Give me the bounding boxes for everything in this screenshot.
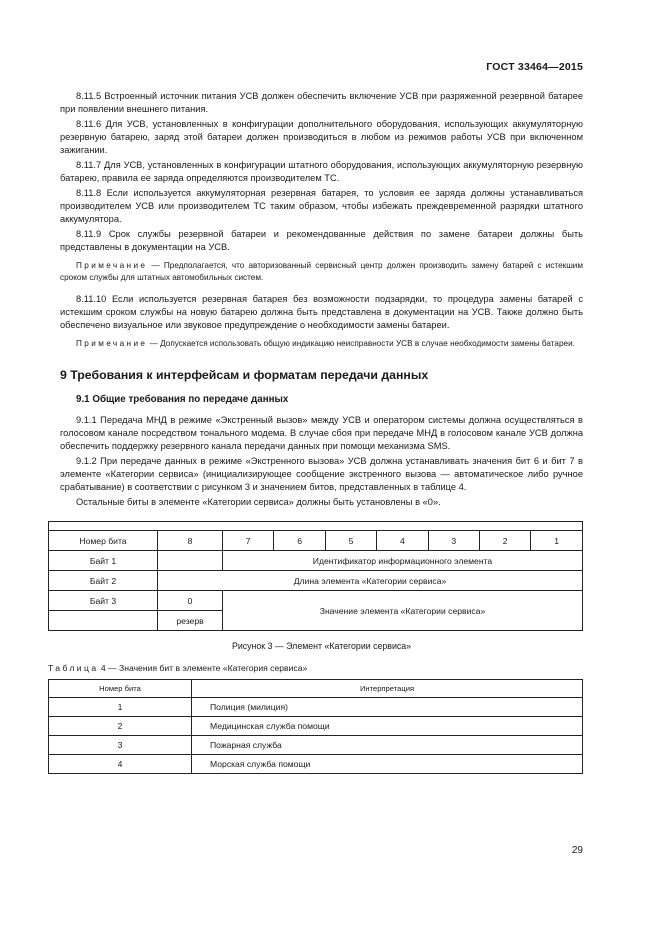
table-header-row xyxy=(49,680,583,698)
figure-caption: Рисунок 3 — Элемент «Категории сервиса» xyxy=(231,641,412,651)
column-header: Номер бита xyxy=(49,680,192,698)
paragraph-8-11-5: 8.11.5 Встроенный источник питания УСВ должен обеспечить включение УСВ при разряженной резервной батарее при появлении внешнего питания. xyxy=(60,91,583,114)
paragraph-8-11-8: 8.11.8 Если используется аккумуляторная резервная батарея, то условия ее заряда должны устанавливаться производителем УСВ или производителем ТС таким образом, чтобы избежать преждевременной разрядки штатного аккумулятора. xyxy=(60,188,583,224)
document-id: ГОСТ 33464—2015 xyxy=(486,61,583,73)
bit-cell: 3 xyxy=(428,531,479,551)
table-row xyxy=(49,717,583,736)
paragraph-9-1-2: 9.1.2 При передаче данных в режиме «Экстренного вызова» УСВ должна устанавливать значения бит 6 и бит 7 в элементе «Категории сервиса» (инициализирующее сообщение экстренного вызова — автоматическое либо ручное срабатывание) в соответствии с рисунком 3 и значением битов, представленных в таблице 4. xyxy=(60,456,583,492)
byte-label: Байт 1 xyxy=(49,551,158,571)
interpretation-cell: Медицинская служба помощи xyxy=(192,717,583,736)
bit-cell: 7 xyxy=(223,531,274,551)
interpretation-cell: Пожарная служба xyxy=(192,736,583,755)
byte-label: Байт 3 xyxy=(49,591,158,611)
table-4-title xyxy=(48,663,583,673)
table-label: Таблица xyxy=(48,663,99,673)
paragraph-8-11-7: 8.11.7 Для УСВ, установленных в конфигурации штатного оборудования, использующих аккумуляторную резервную батарею, правила ее заряда определяются производителем ТС. xyxy=(60,160,583,183)
bit-number-cell: 4 xyxy=(49,755,192,774)
table-row xyxy=(49,755,583,774)
table-row xyxy=(49,551,583,571)
bit-cell: 8 xyxy=(158,531,223,551)
note-text: — Предполагается, что авторизованный сервисный центр должен производить замену батарей с истекшим сроком службы для штатных автомобильных систем. xyxy=(60,261,583,282)
paragraph-8-11-9: 8.11.9 Срок службы резервной батареи и рекомендованные действия по замене батареи должны быть представлены в документации на УСВ. xyxy=(60,229,583,252)
bit-number-cell: 1 xyxy=(49,698,192,717)
page-number: 29 xyxy=(571,845,583,856)
bit-number-header: Номер бита xyxy=(49,531,158,551)
byte-label: Байт 2 xyxy=(49,571,158,591)
byte-value: Длина элемента «Категории сервиса» xyxy=(158,571,583,591)
note-label: Примечание xyxy=(76,261,148,270)
figure-3-bit-table xyxy=(48,521,583,631)
bit-number-cell: 2 xyxy=(49,717,192,736)
table-row xyxy=(49,698,583,717)
section-9-heading: 9 Требования к интерфейсам и форматам передачи данных xyxy=(60,368,429,382)
byte-value: Значение элемента «Категории сервиса» xyxy=(223,591,583,631)
table-4 xyxy=(48,679,583,774)
section-9-1-heading: 9.1 Общие требования по передаче данных xyxy=(76,394,289,405)
bit-cell: 2 xyxy=(479,531,530,551)
table-row xyxy=(49,736,583,755)
note-2 xyxy=(60,338,583,350)
bit-cell: 5 xyxy=(325,531,376,551)
table-row xyxy=(49,591,583,611)
interpretation-cell: Морская служба помощи xyxy=(192,755,583,774)
interpretation-cell: Полиция (милиция) xyxy=(192,698,583,717)
bit-cell: 4 xyxy=(377,531,428,551)
byte-value: Идентификатор информационного элемента xyxy=(223,551,583,571)
paragraph-8-11-10: 8.11.10 Если используется резервная батарея без возможности подзарядки, то процедура замены батарей с истекшим сроком службы на новую батарею должна быть представлена в документации на УСВ. Также должно быть обеспечено визуальное или звуковое предупреждение о необходимости замены батареи. xyxy=(60,294,583,330)
table-row xyxy=(49,522,583,531)
note-text: — Допускается использовать общую индикацию неисправности УСВ в случае необходимости замены батареи. xyxy=(147,339,575,348)
bit-number-cell: 3 xyxy=(49,736,192,755)
note-1 xyxy=(60,260,583,284)
bit-cell: 6 xyxy=(274,531,325,551)
table-row xyxy=(49,531,583,551)
table-title-text: 4 — Значения бит в элементе «Категория сервиса» xyxy=(98,663,308,673)
column-header: Интерпретация xyxy=(192,680,583,698)
bit-cell: 1 xyxy=(531,531,583,551)
paragraph-8-11-6: 8.11.6 Для УСВ, установленных в конфигурации дополнительного оборудования, использующих аккумуляторную резервную батарею, заряд этой батареи должен производиться в любом из режимов работы УСВ при включенном зажигании. xyxy=(60,119,583,155)
bit8-reserve: резерв xyxy=(158,611,223,631)
bit8-value: 0 xyxy=(158,591,223,611)
paragraph-9-1-1: 9.1.1 Передача МНД в режиме «Экстренный вызов» между УСВ и оператором системы должна осуществляться в голосовом канале посредством тонального модема. В случае сбоя при передаче МНД в голосовом канале УСВ должна обеспечить поддержку резервного канала передачи данных при помощи механизма SMS. xyxy=(60,415,583,451)
page-body xyxy=(48,90,583,774)
table-row xyxy=(49,571,583,591)
note-label: Примечание xyxy=(76,339,148,348)
paragraph-remaining-bits: Остальные биты в элементе «Категории сервиса» должны быть установлены в «0». xyxy=(76,497,441,507)
